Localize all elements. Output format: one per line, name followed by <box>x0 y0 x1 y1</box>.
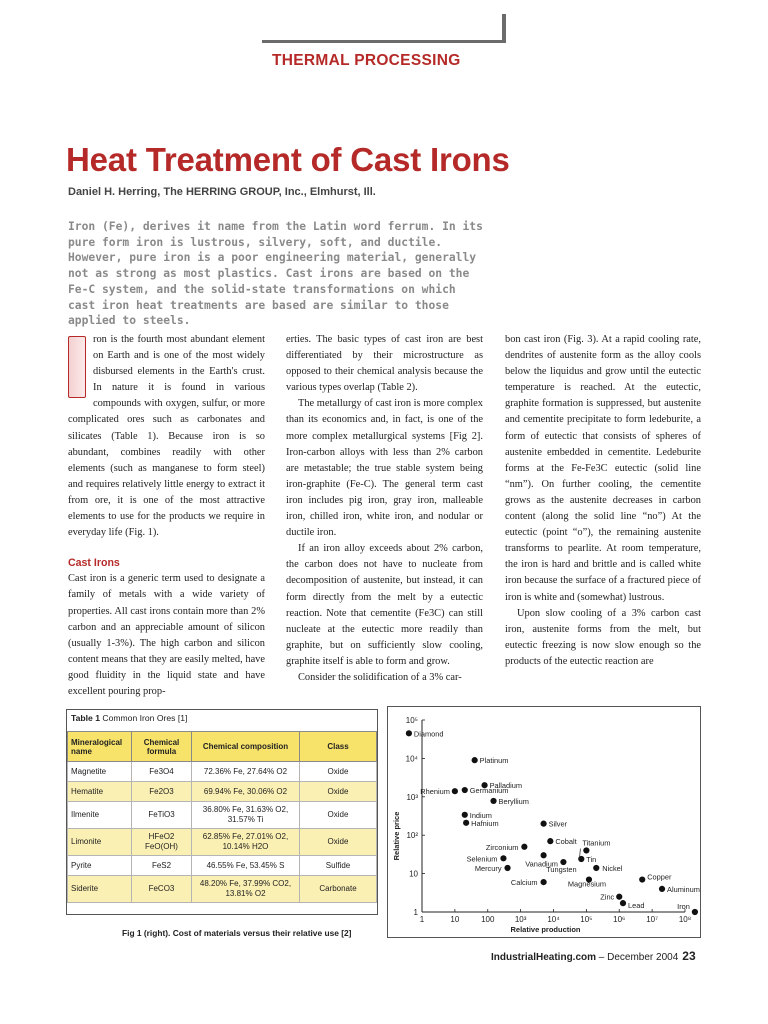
data-label-mercury: Mercury <box>474 863 502 873</box>
column-header: Class <box>300 732 377 762</box>
paragraph: ron is the fourth most abundant element on Earth and is one of the most widely disbursed elements in the Earth's crust. In nature it is found in various compounds with oxygen, sulfur, or more complicated ores such as carbonates and silicates (Table 1). Because iron is so abundant, combines readily with other elements (such as manganese to form steel) and requires relatively little energy to extract it from ore, it is one of the most attractive elements to use for the products we require in everyday life (Fig. 1). <box>68 334 265 539</box>
table-cell: 36.80% Fe, 31.63% O2, 31.57% Ti <box>192 802 300 829</box>
paragraph: Cast iron is a generic term used to designate a family of metals with a wide variety of properties. All cast irons contain more than 2% carbon and an appreciable amount of silicon (usually 1-3%). The high carbon and silicon content means that they are easily melted, have good fluidity in the liquid state and have excellent pouring prop- <box>68 573 265 697</box>
table-cell: Sulfide <box>300 856 377 876</box>
data-label-hafnium: Hafnium <box>471 818 499 828</box>
header-rule <box>262 40 506 43</box>
table-cell: Ilmenite <box>68 802 132 829</box>
x-tick-label: 100 <box>481 915 495 924</box>
data-point-mercury <box>504 865 510 871</box>
data-label-nickel: Nickel <box>602 863 623 873</box>
chart-svg <box>387 706 701 938</box>
table-cell: Carbonate <box>300 876 377 903</box>
table-cell: Siderite <box>68 876 132 903</box>
data-label-iron: Iron <box>677 902 690 911</box>
data-point-titanium <box>583 847 589 853</box>
data-point-vanadium <box>541 852 547 858</box>
data-point-zirconium <box>521 844 527 850</box>
x-tick-label: 10⁸ <box>678 915 692 924</box>
paragraph: bon cast iron (Fig. 3). At a rapid cooling rate, dendrites of austenite form as the alloy cools below the liquidus and grow until the eutectic temperature is reached. At the eutectic, graphite formation is suppressed, but austenite and cementite precipitate to form ledeburite, a form of eutectic that consists of spheres of austenite embedded in cementite. Ledeburite forms at the Fe-Fe3C eutectic (solid line “nm”). On further cooling, the cementite grows as the austenite decreases in carbon content (along the solid line “no”) At the eutectic (point “o”), the remaining austenite transforms to pearlite. At room temperature, the iron is hard and brittle and is called white iron because the surface of a fractured piece of iron is white and (somewhat) lustrous. <box>505 334 701 603</box>
data-point-platinum <box>472 757 478 763</box>
ores-table <box>67 731 377 903</box>
data-label-palladium: Palladium <box>489 781 523 791</box>
y-axis-label: Relative price <box>392 811 401 861</box>
data-point-silver <box>541 821 547 827</box>
data-point-aluminum <box>659 886 665 892</box>
table-cell: Oxide <box>300 782 377 802</box>
data-label-zirconium: Zirconium <box>485 842 519 852</box>
table-cell: FeS2 <box>132 856 192 876</box>
column-header: Chemical formula <box>132 732 192 762</box>
data-label-cobalt: Cobalt <box>555 837 577 847</box>
paragraph: The metallurgy of cast iron is more complex than its economics and, in fact, is one of the more complex metallurgical systems [Fig 2]. Iron-carbon alloys with less than 2% carbon are metastable; the true stable system being iron-graphite (Fe-C). The general term cast iron includes pig iron, gray iron, malleable iron, chilled iron, white iron, and nodular or ductile iron. <box>286 398 483 539</box>
x-axis-label: Relative production <box>510 925 581 934</box>
body-column-3 <box>505 332 701 670</box>
table-cell: Hematite <box>68 782 132 802</box>
table-cell: Fe3O4 <box>132 762 192 782</box>
table-row <box>68 802 377 829</box>
table-row <box>68 762 377 782</box>
data-point-calcium <box>541 879 547 885</box>
footer-issue: – December 2004 <box>596 952 679 963</box>
y-tick-label: 10 <box>409 869 418 879</box>
data-label-titanium: Titanium <box>582 838 611 848</box>
table-cell: Magnetite <box>68 762 132 782</box>
data-point-nickel <box>593 865 599 871</box>
table-cell: Fe2O3 <box>132 782 192 802</box>
table-cell: Limonite <box>68 829 132 856</box>
header-rule-tick <box>502 14 506 43</box>
data-label-indium: Indium <box>469 810 492 820</box>
paragraph: If an iron alloy exceeds about 2% carbon, the carbon does not have to nucleate from decomposition of austenite, but instead, it can form directly from the melt by a eutectic reaction. Note that cementite (Fe3C) can still nucleate at the eutectic more readily than graphite, but on sufficiently slow cooling, graphite itself is able to form and grow. <box>286 543 483 667</box>
table-row <box>68 829 377 856</box>
table-cell: Oxide <box>300 762 377 782</box>
figure-1-chart <box>387 706 701 938</box>
data-point-selenium <box>500 855 506 861</box>
data-label-selenium: Selenium <box>466 854 498 864</box>
paragraph: Upon slow cooling of a 3% carbon cast iron, austenite forms from the melt, but eutectic freezing is now slow enough so the products of the eutectic reaction are <box>505 607 701 667</box>
data-point-zinc <box>616 894 622 900</box>
x-tick-label: 10⁷ <box>646 915 659 924</box>
data-point-indium <box>462 812 468 818</box>
section-label: THERMAL PROCESSING <box>272 52 461 69</box>
table-cell: 62.85% Fe, 27.01% O2, 10.14% H2O <box>192 829 300 856</box>
paragraph: Consider the solidification of a 3% car- <box>298 671 462 683</box>
data-point-cobalt <box>547 838 553 844</box>
data-point-hafnium <box>463 820 469 826</box>
table-cell: FeCO3 <box>132 876 192 903</box>
data-label-diamond: Diamond <box>413 729 444 739</box>
y-tick-label: 1 <box>413 908 418 917</box>
data-point-beryllium <box>490 798 496 804</box>
article-title: Heat Treatment of Cast Irons <box>66 141 510 178</box>
table-cell: 46.55% Fe, 53.45% S <box>192 856 300 876</box>
table-cell: FeTiO3 <box>132 802 192 829</box>
page-footer <box>491 949 696 963</box>
data-label-rhenium: Rhenium <box>420 787 450 797</box>
data-point-iron <box>692 909 698 915</box>
data-point-lead <box>620 900 626 906</box>
table-row <box>68 782 377 802</box>
table-cell: Oxide <box>300 829 377 856</box>
table-1 <box>66 709 378 915</box>
x-tick-label: 10³ <box>514 915 527 924</box>
body-column-1 <box>68 332 265 700</box>
y-tick-label: 10⁴ <box>405 754 418 764</box>
column-header: Chemical composition <box>192 732 300 762</box>
article-abstract: Iron (Fe), derives it name from the Latin word ferrum. In its pure form iron is lustrous, silvery, soft, and ductile. However, pure iron is a poor engineering material, generally not as strong as most plastics. Cast irons are based on the Fe-C system, and the solid-state transformations on which cast iron heat treatments are based are similar to those applied to steels. <box>68 220 483 328</box>
x-tick-label: 1 <box>419 915 425 924</box>
table-cell: 48.20% Fe, 37.99% CO2, 13.81% O2 <box>192 876 300 903</box>
table-cell: HFeO2 FeO(OH) <box>132 829 192 856</box>
data-point-copper <box>639 876 645 882</box>
table-caption: Table 1 Common Iron Ores [1] <box>71 713 188 723</box>
paragraph: erties. The basic types of cast iron are best differentiated by their microstructure as opposed to their chemical analysis because the various types overlap (Table 2). <box>286 334 483 394</box>
figure-caption: Fig 1 (right). Cost of materials versus their relative use [2] <box>122 928 352 938</box>
table-cell: 72.36% Fe, 27.64% O2 <box>192 762 300 782</box>
table-cell: Pyrite <box>68 856 132 876</box>
data-label-vanadium: Vanadium <box>525 859 558 869</box>
table-row <box>68 856 377 876</box>
data-label-platinum: Platinum <box>479 756 509 766</box>
y-tick-label: 10² <box>406 831 418 841</box>
data-label-copper: Copper <box>647 872 672 882</box>
data-label-beryllium: Beryllium <box>498 796 529 806</box>
x-tick-label: 10⁶ <box>613 915 626 924</box>
data-label-magnesium: Magnesium <box>567 879 607 889</box>
column-header: Mineralogical name <box>68 732 132 762</box>
table-header-row <box>68 732 377 762</box>
data-label-zinc: Zinc <box>600 892 615 902</box>
y-tick-label: 10³ <box>406 792 418 802</box>
data-point-rhenium <box>452 788 458 794</box>
body-column-2 <box>286 332 483 686</box>
data-label-germanium: Germanium <box>469 786 509 796</box>
footer-site: IndustrialHeating.com <box>491 952 597 963</box>
page-number: 23 <box>682 949 696 963</box>
data-label-tin: Tin <box>586 854 597 864</box>
data-label-silver: Silver <box>548 819 568 829</box>
data-point-diamond <box>406 730 412 736</box>
x-tick-label: 10⁵ <box>580 915 593 924</box>
x-tick-label: 10⁴ <box>547 915 560 924</box>
dropcap-i-icon <box>68 336 86 398</box>
data-label-tungsten: Tungsten <box>546 865 577 875</box>
data-label-calcium: Calcium <box>510 878 538 888</box>
article-author: Daniel H. Herring, The HERRING GROUP, Inc., Elmhurst, Ill. <box>68 186 376 198</box>
data-point-germanium <box>462 787 468 793</box>
table-cell: Oxide <box>300 802 377 829</box>
data-label-lead: Lead <box>627 901 645 911</box>
subhead-cast-irons: Cast Irons <box>68 557 120 570</box>
x-tick-label: 10 <box>450 915 460 924</box>
y-tick-label: 10⁵ <box>405 716 418 725</box>
table-row <box>68 876 377 903</box>
data-label-aluminum: Aluminum <box>667 884 700 894</box>
table-cell: 69.94% Fe, 30.06% O2 <box>192 782 300 802</box>
